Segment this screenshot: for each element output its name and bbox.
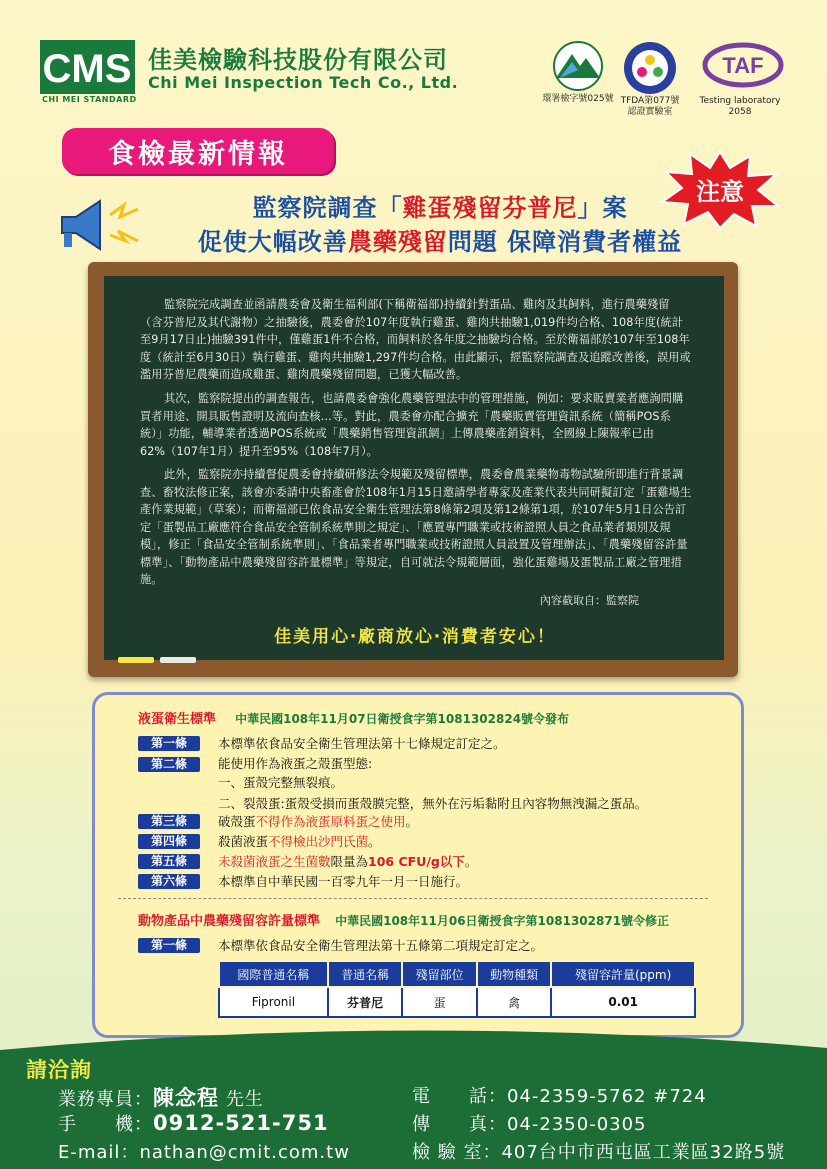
table-row [219, 987, 695, 1017]
logo-text: CMS [42, 47, 132, 91]
reg2-title: 動物產品中農藥殘留容許量標準 [138, 914, 321, 929]
reg1-art2-text: 能使用作為液蛋之殼蛋型態: [218, 756, 373, 771]
headline-2c: 問題 保障消費者權益 [447, 228, 683, 256]
headline-line-2 [120, 222, 760, 257]
mobile-number[interactable]: 0912-521-751 [153, 1111, 329, 1135]
contact-fax [412, 1110, 647, 1136]
rep-label: 業務專員： [58, 1089, 153, 1110]
reg1-art4-a: 殺菌液蛋 [218, 834, 269, 849]
table-header: 普通名稱 [328, 961, 402, 987]
reg1-art5-c: 106 CFU/g以下 [368, 854, 465, 869]
reg1-subtitle: 中華民國108年11月07日衛授食字第1081302824號令發布 [235, 712, 570, 726]
headline-1b: 雞蛋殘留芬普尼 [402, 194, 578, 222]
reg1-art3-b: 不得作為液蛋原料蛋之使用 [255, 814, 406, 829]
mobile-label: 手 機： [58, 1114, 153, 1135]
board-source: 內容截取自：監察院 [540, 594, 639, 607]
reg2-art1-text: 本標準依食品安全衛生管理法第十五條第二項規定訂定之。 [218, 938, 544, 953]
table-cell: 0.01 [551, 987, 695, 1017]
chalk-yellow [118, 657, 154, 663]
section-tag: 食檢最新情報 [62, 128, 334, 174]
reg2-art1-tag: 第一條 [138, 938, 200, 953]
contact-phone [412, 1082, 707, 1108]
rep-title: 先生 [219, 1089, 264, 1110]
contact-mobile [58, 1110, 329, 1136]
table-cell: Fipronil [219, 987, 328, 1017]
email-address[interactable]: nathan@cmit.com.tw [139, 1142, 350, 1163]
contact-email [58, 1138, 350, 1164]
phone-label: 電 話： [412, 1086, 507, 1107]
warning-label: 注意 [696, 178, 744, 206]
reg2-subtitle: 中華民國108年11月06日衛授食字第1081302871號令修正 [335, 914, 670, 928]
headline-1c: 」案 [577, 194, 628, 222]
table-header: 國際普通名稱 [219, 961, 328, 987]
reg1-art4-text [218, 832, 381, 850]
company-logo [40, 38, 135, 96]
badge-caption-taf-1: Testing laboratory [699, 96, 781, 106]
email-label: E-mail： [58, 1142, 140, 1163]
rep-name: 陳念程 [153, 1086, 219, 1110]
reg1-art5-d: 。 [464, 854, 478, 869]
lab-label: 檢 驗 室： [412, 1142, 502, 1163]
reg1-art2-item1: 一、蛋殼完整無裂痕。 [218, 775, 344, 790]
badge-caption-taf-2: 2058 [728, 107, 752, 117]
reg1-art2-tag: 第二條 [138, 757, 200, 772]
table-cell: 禽 [477, 987, 551, 1017]
reg1-art5-tag: 第五條 [138, 854, 200, 869]
reg1-heading [138, 708, 569, 727]
board-paragraph-1: 監察院完成調查並函請農委會及衛生福利部(下稱衛福部)持續針對蛋品、雞肉及其飼料，進行農藥殘留（含芬普尼及其代謝物）之抽驗後，農委會於107年度執行雞蛋、雞肉共抽驗1,019件均合格、108年度(統計至9月17日止)抽驗391件中，僅雞蛋1件不合格，而飼料於各年度之抽驗均合格。至於衛福部於107年至108年度（統計至6月30日）執行雞蛋、雞肉共抽驗1,297件均合格。由此顯示，經監察院調查及追蹤改善後，誤用或濫用芬普尼農藥而造成雞蛋、雞肉農藥殘留問題，已獲大幅改善。 [140, 298, 691, 381]
headline-2b: 農藥殘留 [347, 228, 448, 256]
board-paragraph-2: 其次，監察院提出的調查報告，也請農委會強化農藥管理法中的管理措施，例如：要求販賣業者應詢問購買者用途、開具販售證明及流向查核…等。對此，農委會亦配合擴充「農藥販賣管理資訊系統（簡稱POS系統）」功能，輔導業者透過POS系統或「農藥銷售管理資訊網」上傳農藥產銷資料，全國線上陳報率已由62%（107年1月）提升至95%（108年7月）。 [140, 392, 684, 458]
headline-1a: 監察院調查「 [252, 194, 403, 222]
reg1-art1-text: 本標準依食品安全衛生管理法第十七條規定訂定之。 [218, 736, 506, 751]
reg1-art3-c: 。 [405, 814, 419, 829]
reg1-art1-tag: 第一條 [138, 736, 200, 751]
badge-caption-tfda-1: TFDA第077號 [620, 96, 680, 106]
reg1-art5-text [218, 852, 477, 870]
badge-caption-epa: 環署檢字號025號 [542, 94, 614, 104]
logo-caption: CHI MEI STANDARD [42, 95, 137, 104]
table-cell: 蛋 [402, 987, 476, 1017]
company-name-en: Chi Mei Inspection Tech Co., Ltd. [148, 73, 459, 92]
reg1-art5-b: 限量為 [330, 854, 369, 869]
company-name-cn: 佳美檢驗科技股份有限公司 [148, 46, 448, 74]
board-slogan: 佳美用心‧廠商放心‧消費者安心！ [274, 627, 556, 647]
reg1-art3-tag: 第三條 [138, 814, 200, 829]
fax-label: 傳 真： [412, 1114, 507, 1135]
table-header: 殘留部位 [402, 961, 476, 987]
reg1-art3-a: 破殼蛋 [218, 814, 256, 829]
table-cell: 芬普尼 [328, 987, 402, 1017]
taf-mark: TAF [722, 53, 764, 78]
table-header: 殘留容許量(ppm) [551, 961, 695, 987]
contact-heading: 請洽詢 [26, 1058, 92, 1082]
residue-limit-table [218, 960, 696, 1018]
reg1-art4-c: 。 [368, 834, 381, 849]
reg1-art3-text [218, 812, 418, 830]
headline-line-1 [120, 188, 760, 223]
reg1-title: 液蛋衛生標準 [138, 712, 217, 727]
reg1-art4-tag: 第四條 [138, 834, 200, 849]
fax-number: 04-2350-0305 [507, 1114, 647, 1135]
taf-logo-icon [702, 40, 784, 90]
tfda-seal-icon [620, 40, 680, 92]
badge-caption-tfda-2: 認證實驗室 [627, 107, 673, 117]
section-divider [118, 898, 708, 899]
reg2-heading [138, 910, 669, 929]
chalk-white [160, 657, 196, 663]
reg1-art5-a: 未殺菌液蛋之生菌數 [218, 854, 331, 869]
headline-2a: 促使大幅改善 [197, 228, 348, 256]
epa-mountain-icon [548, 40, 608, 92]
board-paragraph-3: 此外，監察院亦持續督促農委會持續研修法令規範及殘留標準，農委會農業藥物毒物試驗所即進行背景調查、畜牧法修正案，該會亦委請中央畜產會於108年1月15日邀請學者專家及產業代表共同研擬訂定「蛋雞場生產作業規範」（草案）；而衛福部已依食品安全衛生管理法第8條第2項及第12條第1項，於107年5月1日公告訂定「蛋製品工廠應符合食品安全管制系統準則之規定」、「應置專門職業或技術證照人員之食品業者類別及規模」，修正「食品安全管制系統準則」、「食品業者專門職業或技術證照人員設置及管理辦法」、「農藥殘留容許量標準」、「動物產品中農藥殘留容許量標準」等規定，自可就法令規範層面，強化蛋雞場及蛋製品工廠之管理措施。 [140, 468, 692, 586]
reg1-art4-b: 不得檢出沙門氏菌 [268, 834, 369, 849]
reg1-art6-text: 本標準自中華民國一百零九年一月一日施行。 [218, 874, 469, 889]
reg1-art6-tag: 第六條 [138, 874, 200, 889]
contact-rep [58, 1082, 264, 1112]
lab-address: 407台中市西屯區工業區32路5號 [501, 1142, 786, 1163]
table-header: 動物種類 [477, 961, 551, 987]
reg1-art2-item2: 二、裂殼蛋:蛋殼受損而蛋殼膜完整，無外在污垢黏附且內容物無洩漏之蛋品。 [218, 796, 648, 811]
phone-number[interactable]: 04-2359-5762 #724 [507, 1086, 707, 1107]
contact-lab [412, 1138, 785, 1164]
